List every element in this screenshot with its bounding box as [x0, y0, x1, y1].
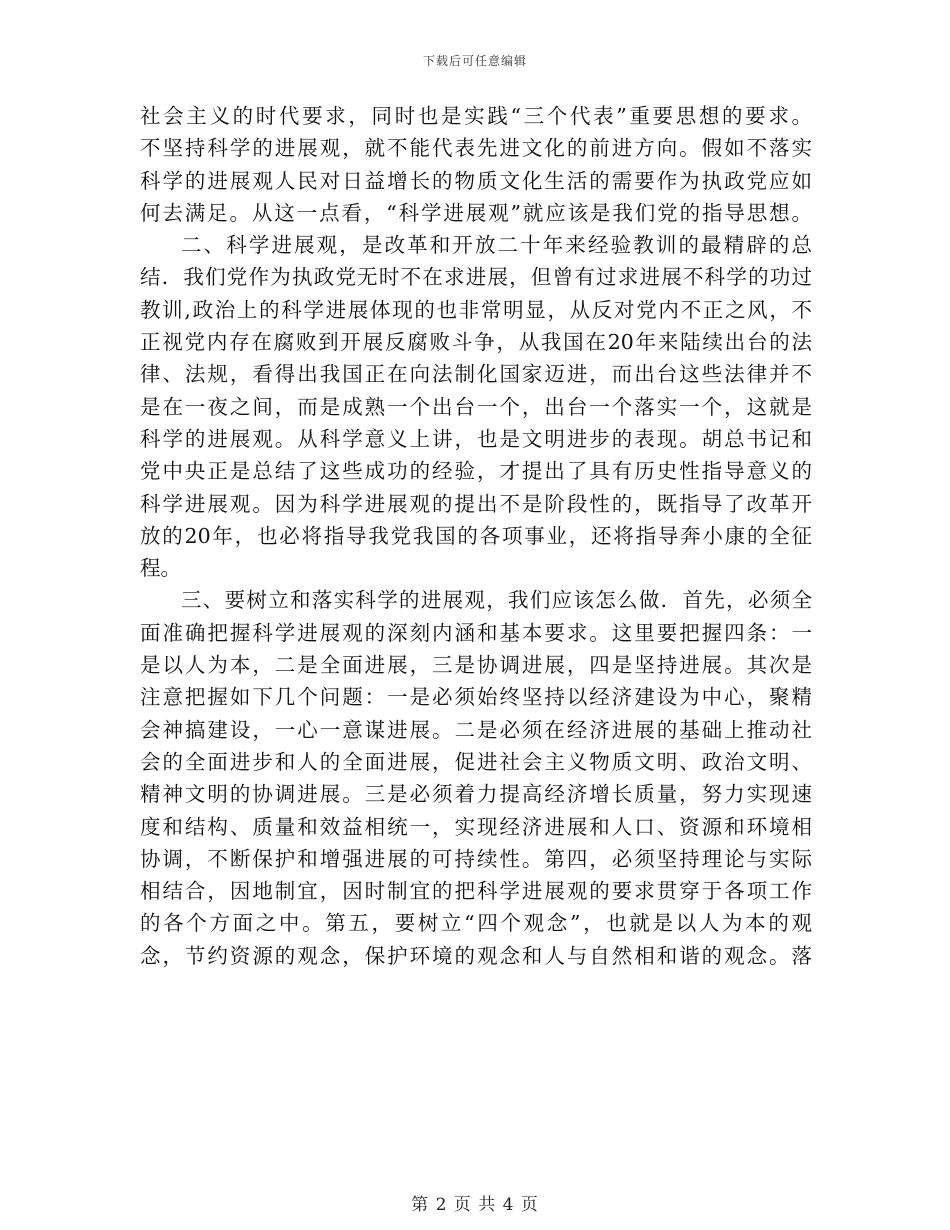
text-line: 会神搞建设，一心一意谋进展。二是必须在经济进展的基础上推动社	[140, 717, 812, 742]
text-line: 精神文明的协调进展。三是必须着力提高经济增长质量，努力实现速	[140, 782, 812, 807]
text-line: 科学的进展观。从科学意义上讲，也是文明进步的表现。胡总书记和	[140, 426, 812, 451]
text-line: 放的20年，也必将指导我党我国的各项事业，还将指导奔小康的全征	[140, 523, 812, 548]
text-line: 结．我们党作为执政党无时不在求进展，但曾有过求进展不科学的功过	[140, 265, 812, 290]
document-body	[140, 100, 812, 972]
text-line: 是在一夜之间，而是成熟一个出台一个，出台一个落实一个，这就是	[140, 394, 812, 419]
text-line: 相结合，因地制宜，因时制宜的把科学进展观的要求贯穿于各项工作	[140, 879, 812, 904]
text-line: 念，节约资源的观念，保护环境的观念和人与自然相和谐的观念。落	[140, 943, 812, 968]
text-line: 教训,政治上的科学进展体现的也非常明显，从反对党内不正之风，不	[140, 297, 812, 322]
text-line: 的各个方面之中。第五，要树立“四个观念”，也就是以人为本的观	[140, 911, 812, 936]
text-line: 不坚持科学的进展观，就不能代表先进文化的前进方向。假如不落实	[140, 136, 812, 161]
text-line: 协调，不断保护和增强进展的可持续性。第四，必须坚持理论与实际	[140, 846, 812, 871]
text-line: 是以人为本，二是全面进展，三是协调进展，四是坚持进展。其次是	[140, 653, 812, 678]
text-line: 会的全面进步和人的全面进展，促进社会主义物质文明、政治文明、	[140, 749, 812, 774]
text-line: 三、要树立和落实科学的进展观，我们应该怎么做．首先，必须全	[181, 588, 812, 613]
text-line: 正视党内存在腐败到开展反腐败斗争，从我国在20年来陆续出台的法	[140, 330, 812, 355]
text-line: 律、法规，看得出我国正在向法制化国家迈进，而出台这些法律并不	[140, 362, 812, 387]
text-line: 科学进展观。因为科学进展观的提出不是阶段性的，既指导了改革开	[140, 491, 812, 516]
text-line: 党中央正是总结了这些成功的经验，才提出了具有历史性指导意义的	[140, 459, 812, 484]
text-line: 度和结构、质量和效益相统一，实现经济进展和人口、资源和环境相	[140, 814, 812, 839]
text-line: 何去满足。从这一点看，“科学进展观”就应该是我们党的指导思想。	[140, 200, 812, 225]
text-line: 科学的进展观人民对日益增长的物质文化生活的需要作为执政党应如	[140, 168, 812, 193]
text-line: 二、科学进展观，是改革和开放二十年来经验教训的最精辟的总	[181, 233, 812, 258]
text-line: 社会主义的时代要求，同时也是实践“三个代表”重要思想的要求。	[140, 104, 812, 128]
text-line: 程。	[140, 556, 181, 581]
text-line: 面准确把握科学进展观的深刻内涵和基本要求。这里要把握四条：一	[140, 620, 812, 645]
text-line: 注意把握如下几个问题：一是必须始终坚持以经济建设为中心，聚精	[140, 685, 812, 710]
page-header: 下载后可任意编辑	[422, 54, 527, 68]
page-footer: 第 2 页 共 4 页	[411, 1195, 539, 1215]
